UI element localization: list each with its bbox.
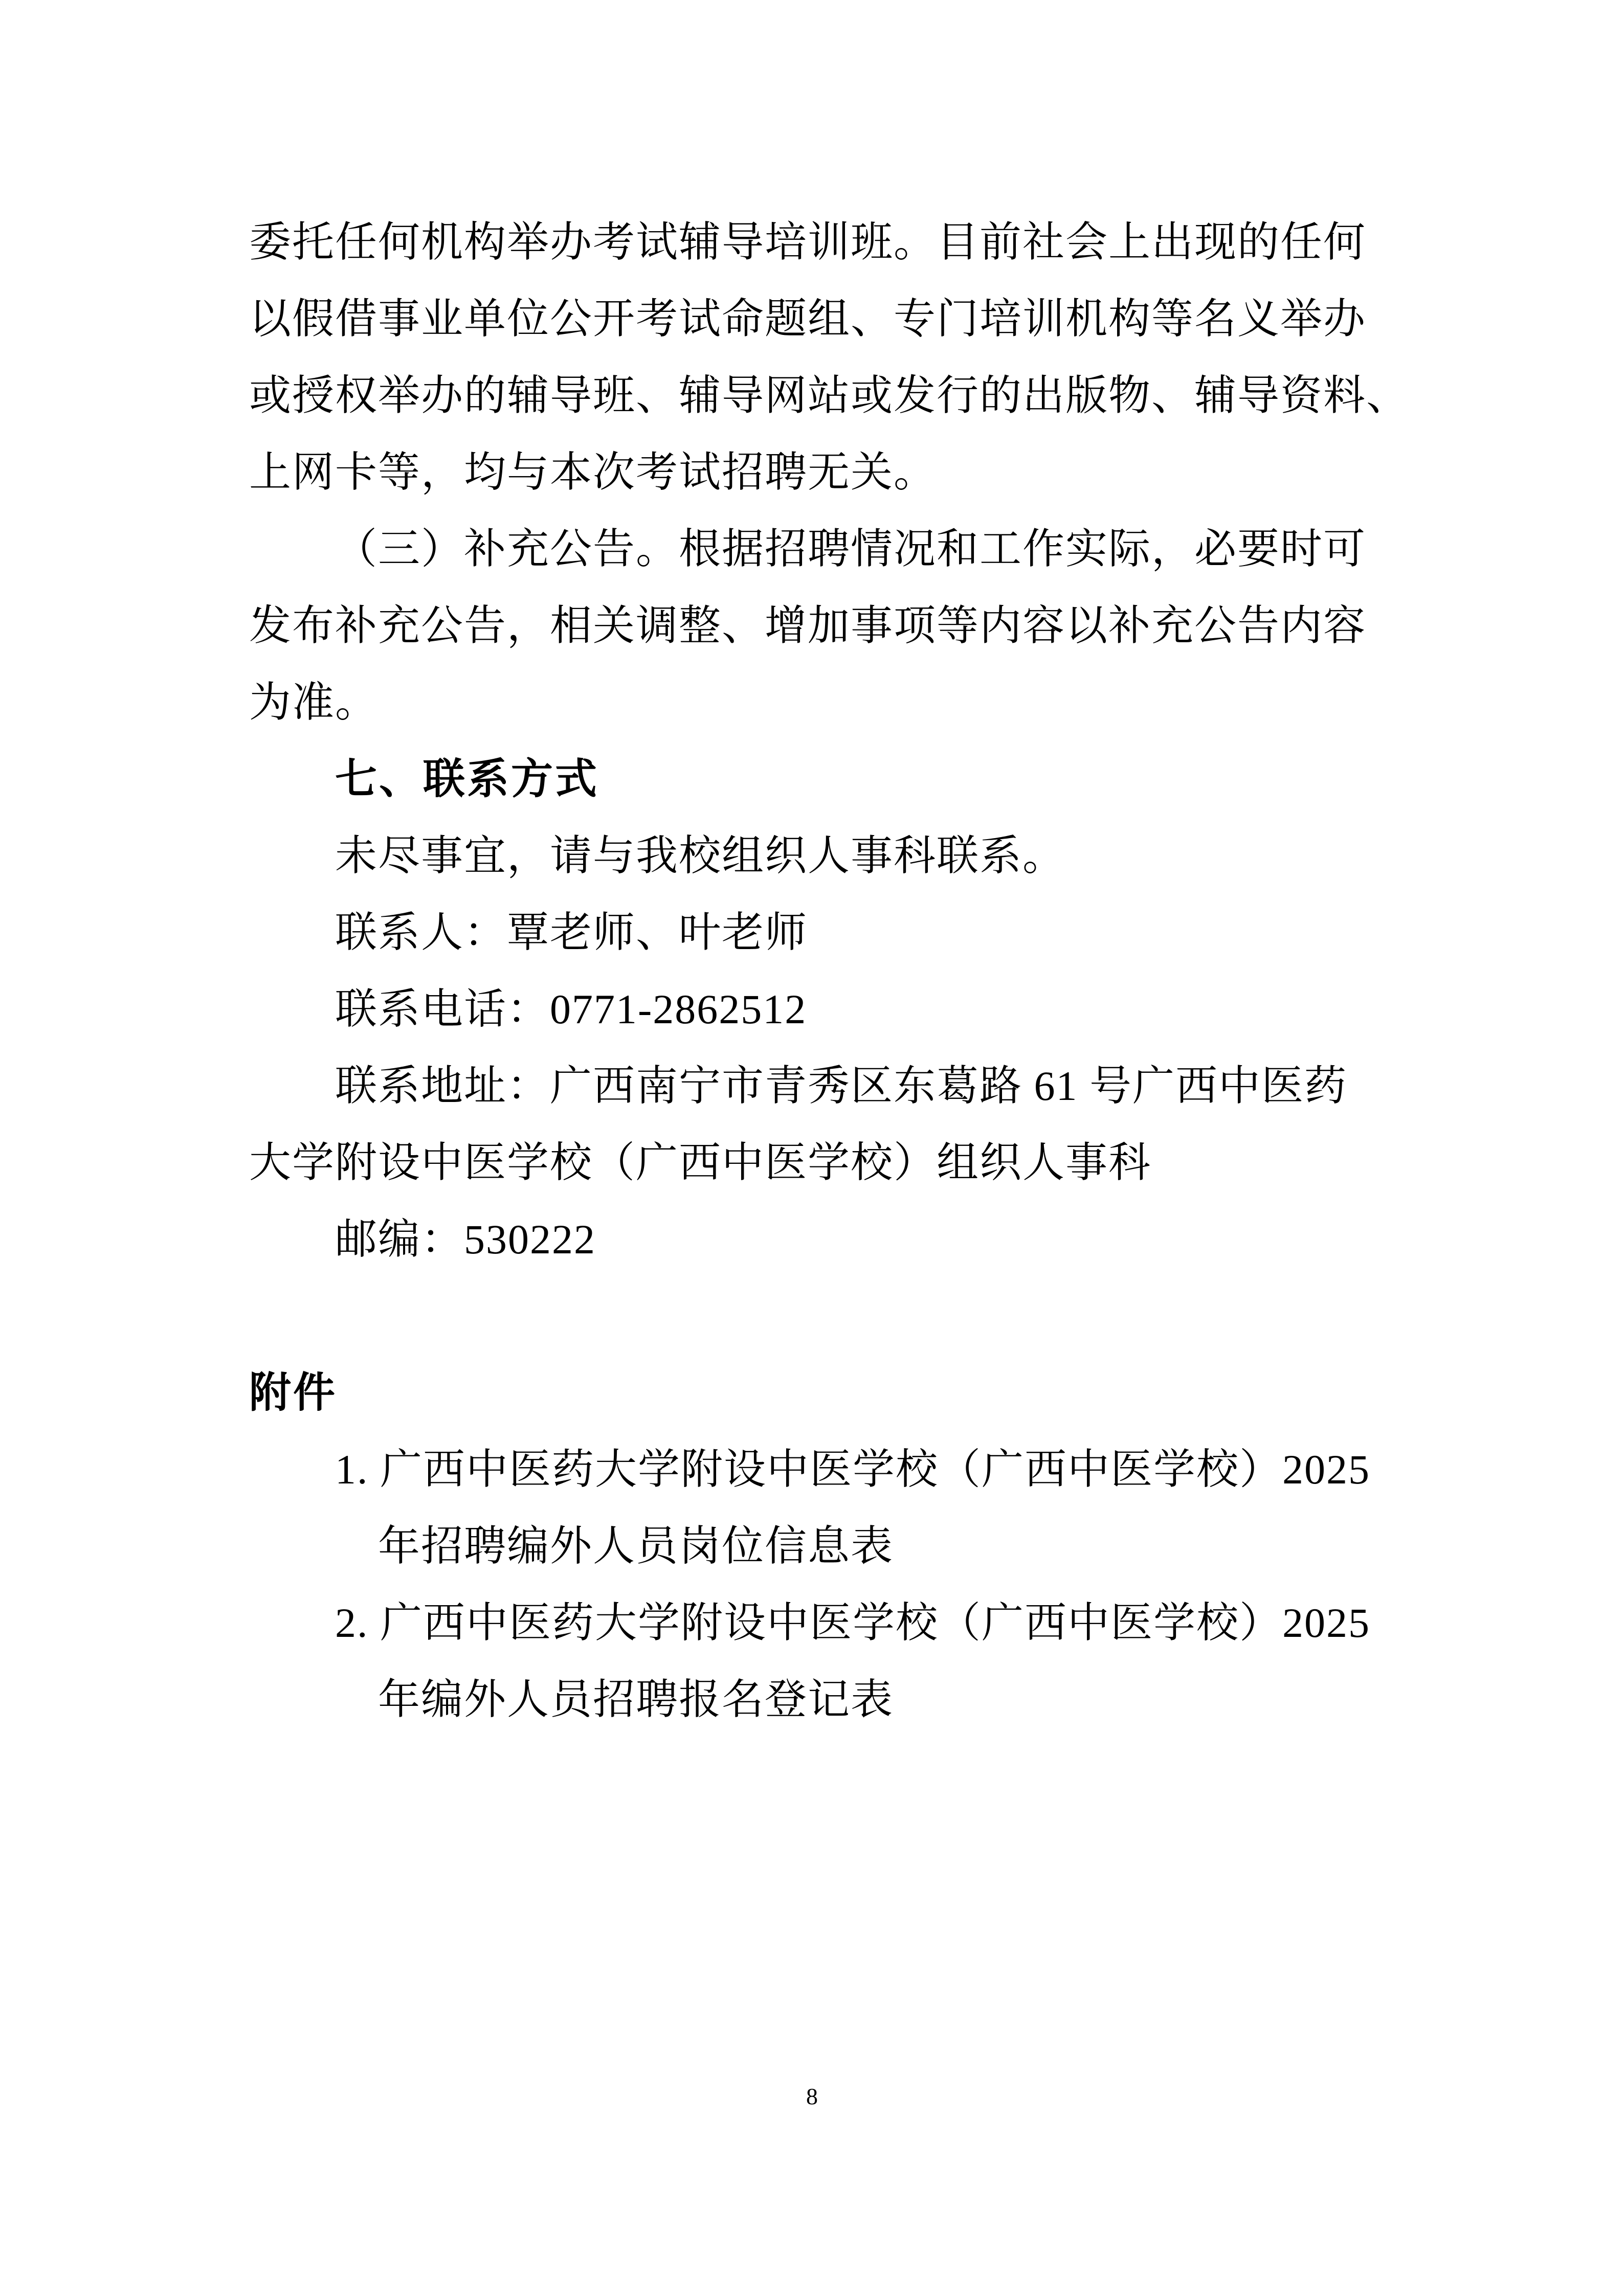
supplement-notice-line-3: 为准。 — [249, 679, 379, 726]
attachment-2-line-1: 2. 广西中医药大学附设中医学校（广西中医学校）2025 — [335, 1600, 1371, 1646]
postal-code-line: 邮编：530222 — [335, 1216, 596, 1263]
disclaimer-line-2: 以假借事业单位公开考试命题组、专门培训机构等名义举办 — [249, 296, 1367, 342]
page-number: 8 — [806, 2083, 818, 2109]
contact-phone-line: 联系电话：0771-2862512 — [335, 986, 807, 1032]
attachment-1-line-1: 1. 广西中医药大学附设中医学校（广西中医学校）2025 — [335, 1446, 1371, 1493]
contact-address-line-2: 大学附设中医学校（广西中医学校）组织人事科 — [249, 1139, 1152, 1186]
contact-address-line-1: 联系地址：广西南宁市青秀区东葛路 61 号广西中医药 — [335, 1063, 1348, 1109]
supplement-notice-line-2: 发布补充公告，相关调整、增加事项等内容以补充公告内容 — [249, 602, 1367, 649]
contact-person-line: 联系人：覃老师、叶老师 — [335, 909, 808, 956]
section-heading-contact: 七、联系方式 — [335, 756, 599, 802]
blank-line — [249, 1278, 1380, 1355]
attachment-2-line-2: 年编外人员招聘报名登记表 — [378, 1676, 894, 1723]
document-body — [249, 204, 1410, 1738]
contact-intro-line: 未尽事宜，请与我校组织人事科联系。 — [335, 832, 1066, 879]
supplement-notice-line-1: （三）补充公告。根据招聘情况和工作实际，必要时可 — [335, 526, 1367, 572]
attachment-1-line-2: 年招聘编外人员岗位信息表 — [378, 1523, 894, 1569]
disclaimer-line-3: 或授权举办的辅导班、辅导网站或发行的出版物、辅导资料、 — [249, 372, 1410, 419]
disclaimer-line-1: 委托任何机构举办考试辅导培训班。目前社会上出现的任何 — [249, 219, 1367, 265]
disclaimer-line-4: 上网卡等，均与本次考试招聘无关。 — [249, 449, 937, 496]
attachments-heading: 附件 — [249, 1369, 338, 1416]
